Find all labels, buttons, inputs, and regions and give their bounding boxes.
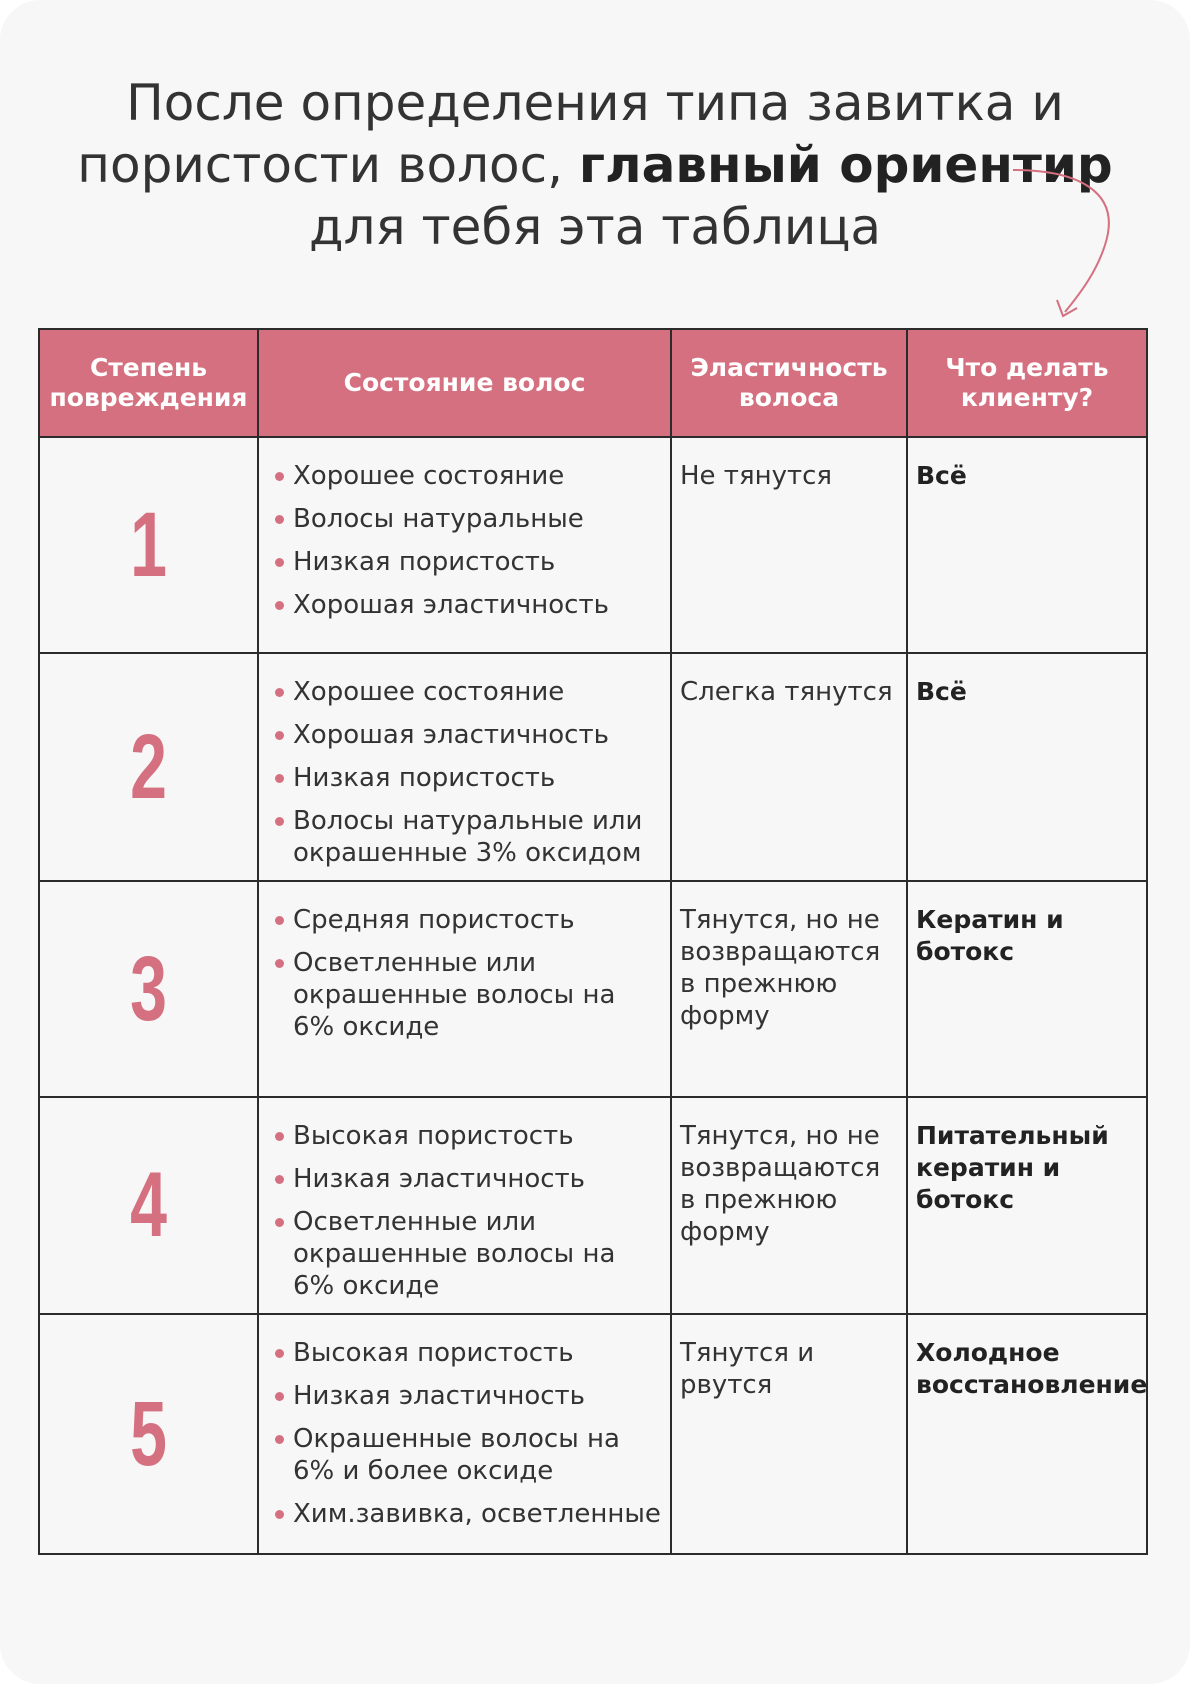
table-header-row xyxy=(39,329,1147,437)
elasticity-cell: Не тянутся xyxy=(671,437,907,653)
list-item: Средняя пористость xyxy=(273,904,662,936)
header-action: Что делать клиенту? xyxy=(907,329,1147,437)
list-item: Высокая пористость xyxy=(273,1337,662,1369)
elasticity-cell: Тянутся, но не возвращаются в прежнюю форму xyxy=(671,881,907,1097)
degree-number: 4 xyxy=(70,1097,228,1314)
list-item: Хим.завивка, осветленные xyxy=(273,1498,662,1530)
list-item: Низкая эластичность xyxy=(273,1163,662,1195)
list-item: Волосы натуральные или окрашенные 3% оксидом xyxy=(273,805,662,869)
damage-table xyxy=(38,328,1148,1555)
action-cell: Питательный кератин и ботокс xyxy=(907,1097,1147,1314)
elasticity-cell: Слегка тянутся xyxy=(671,653,907,881)
degree-number: 5 xyxy=(70,1314,228,1554)
elasticity-cell: Тянутся и рвутся xyxy=(671,1314,907,1554)
list-item: Низкая пористость xyxy=(273,762,662,794)
title-text-end: для тебя эта таблица xyxy=(308,198,882,256)
degree-number: 2 xyxy=(70,653,228,881)
action-cell: Холодное восстановление xyxy=(907,1314,1147,1554)
title-text-bold: главный ориентир xyxy=(578,136,1113,194)
table-row xyxy=(39,437,1147,653)
action-cell: Кератин и ботокс xyxy=(907,881,1147,1097)
degree-number: 1 xyxy=(70,437,228,653)
list-item: Высокая пористость xyxy=(273,1120,662,1152)
list-item: Хорошее состояние xyxy=(273,676,662,708)
list-item: Осветленные или окрашенные волосы на 6% оксиде xyxy=(273,1206,662,1302)
list-item: Осветленные или окрашенные волосы на 6% оксиде xyxy=(273,947,662,1043)
header-condition: Состояние волос xyxy=(258,329,671,437)
table-row xyxy=(39,881,1147,1097)
list-item: Хорошая эластичность xyxy=(273,589,662,621)
condition-cell xyxy=(258,437,671,653)
elasticity-cell: Тянутся, но не возвращаются в прежнюю форму xyxy=(671,1097,907,1314)
list-item: Окрашенные волосы на 6% и более оксиде xyxy=(273,1423,662,1487)
condition-cell xyxy=(258,653,671,881)
condition-cell xyxy=(258,1314,671,1554)
action-cell: Всё xyxy=(907,653,1147,881)
curved-arrow-icon xyxy=(1005,160,1135,330)
list-item: Хорошая эластичность xyxy=(273,719,662,751)
degree-number: 3 xyxy=(70,881,228,1097)
list-item: Хорошее состояние xyxy=(273,460,662,492)
condition-cell xyxy=(258,1097,671,1314)
list-item: Низкая эластичность xyxy=(273,1380,662,1412)
list-item: Низкая пористость xyxy=(273,546,662,578)
condition-cell xyxy=(258,881,671,1097)
page-title xyxy=(40,72,1150,258)
header-elasticity: Эластичность волоса xyxy=(671,329,907,437)
table-row xyxy=(39,653,1147,881)
title-text-start: После определения типа завитка и пористости волос, xyxy=(77,74,1064,194)
table-row xyxy=(39,1097,1147,1314)
list-item: Волосы натуральные xyxy=(273,503,662,535)
action-cell: Всё xyxy=(907,437,1147,653)
table-row xyxy=(39,1314,1147,1554)
header-degree: Степень повреждения xyxy=(39,329,258,437)
